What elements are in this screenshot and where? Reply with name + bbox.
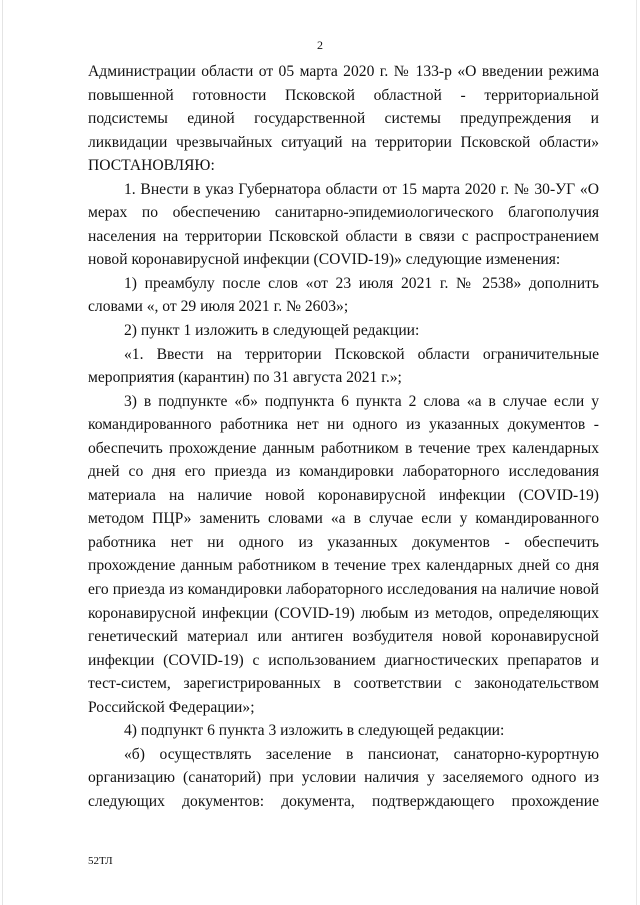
paragraph-subitem-3: 3) в подпункте «б» подпункта 6 пункта 2 слова «а в случае если у командированного работника нет ни одного из указанных документов - обеспечить прохождение данным работником в течение трех календарных дней со дня его приезда из командировки лабораторного исследования материала на наличие новой коронавирусной инфекции (COVID-19) методом ПЦР» заменить словами «а в случае если у командированного работника нет ни одного из указанных документов - обеспечить прохождение данным работником в течение трех календарных дней со дня его приезда из командировки лабораторного исследования на наличие новой коронавирусной инфекции (COVID-19) любым из методов, определяющих генетический материал или антиген возбудителя новой коронавирусной инфекции (COVID-19) с использованием диагностических препаратов и тест-систем, зарегистрированных в соответствии с законодательством Российской Федерации»; [88, 392, 599, 716]
paragraph-continuation: Администрации области от 05 марта 2020 г. № 133-р «О введении режима повышенной готовности Псковской областной - территориальной подсистемы единой государственной системы предупреждения и ликвидации чрезвычайных ситуаций на территории Псковской области» ПОСТАНОВЛЯЮ: [88, 63, 599, 175]
footer-code: 52ТЛ [88, 855, 113, 867]
paragraph-quote-6: «б) осуществлять заселение в пансионат, санаторно-курортную организацию (санаторий) при условии наличия у заселяемого одного из следующих документов: документа, подтверждающего прохождение [88, 745, 599, 810]
paragraph-subitem-2: 2) пункт 1 изложить в следующей редакции: [124, 322, 420, 340]
page-number: 2 [317, 38, 323, 52]
paragraph-subitem-1: 1) преамбулу после слов «от 23 июля 2021 г. № 2538» дополнить словами «, от 29 июля 2021 г. № 2603»; [88, 274, 599, 316]
scan-edge-left [2, 0, 3, 905]
paragraph-subitem-4: 4) подпункт 6 пункта 3 изложить в следующей редакции: [124, 722, 505, 740]
scan-edge-right [636, 0, 637, 905]
paragraph-quote-1: «1. Ввести на территории Псковской области ограничительные мероприятия (карантин) по 31 августа 2021 г.»; [88, 345, 599, 387]
paragraph-item-1: 1. Внести в указ Губернатора области от 15 марта 2020 г. № 30-УГ «О мерах по обеспечению санитарно-эпидемиологического благополучия населения на территории Псковской области в связи с распространением новой коронавирусной инфекции (COVID-19)» следующие изменения: [88, 180, 599, 269]
document-body [88, 60, 599, 814]
